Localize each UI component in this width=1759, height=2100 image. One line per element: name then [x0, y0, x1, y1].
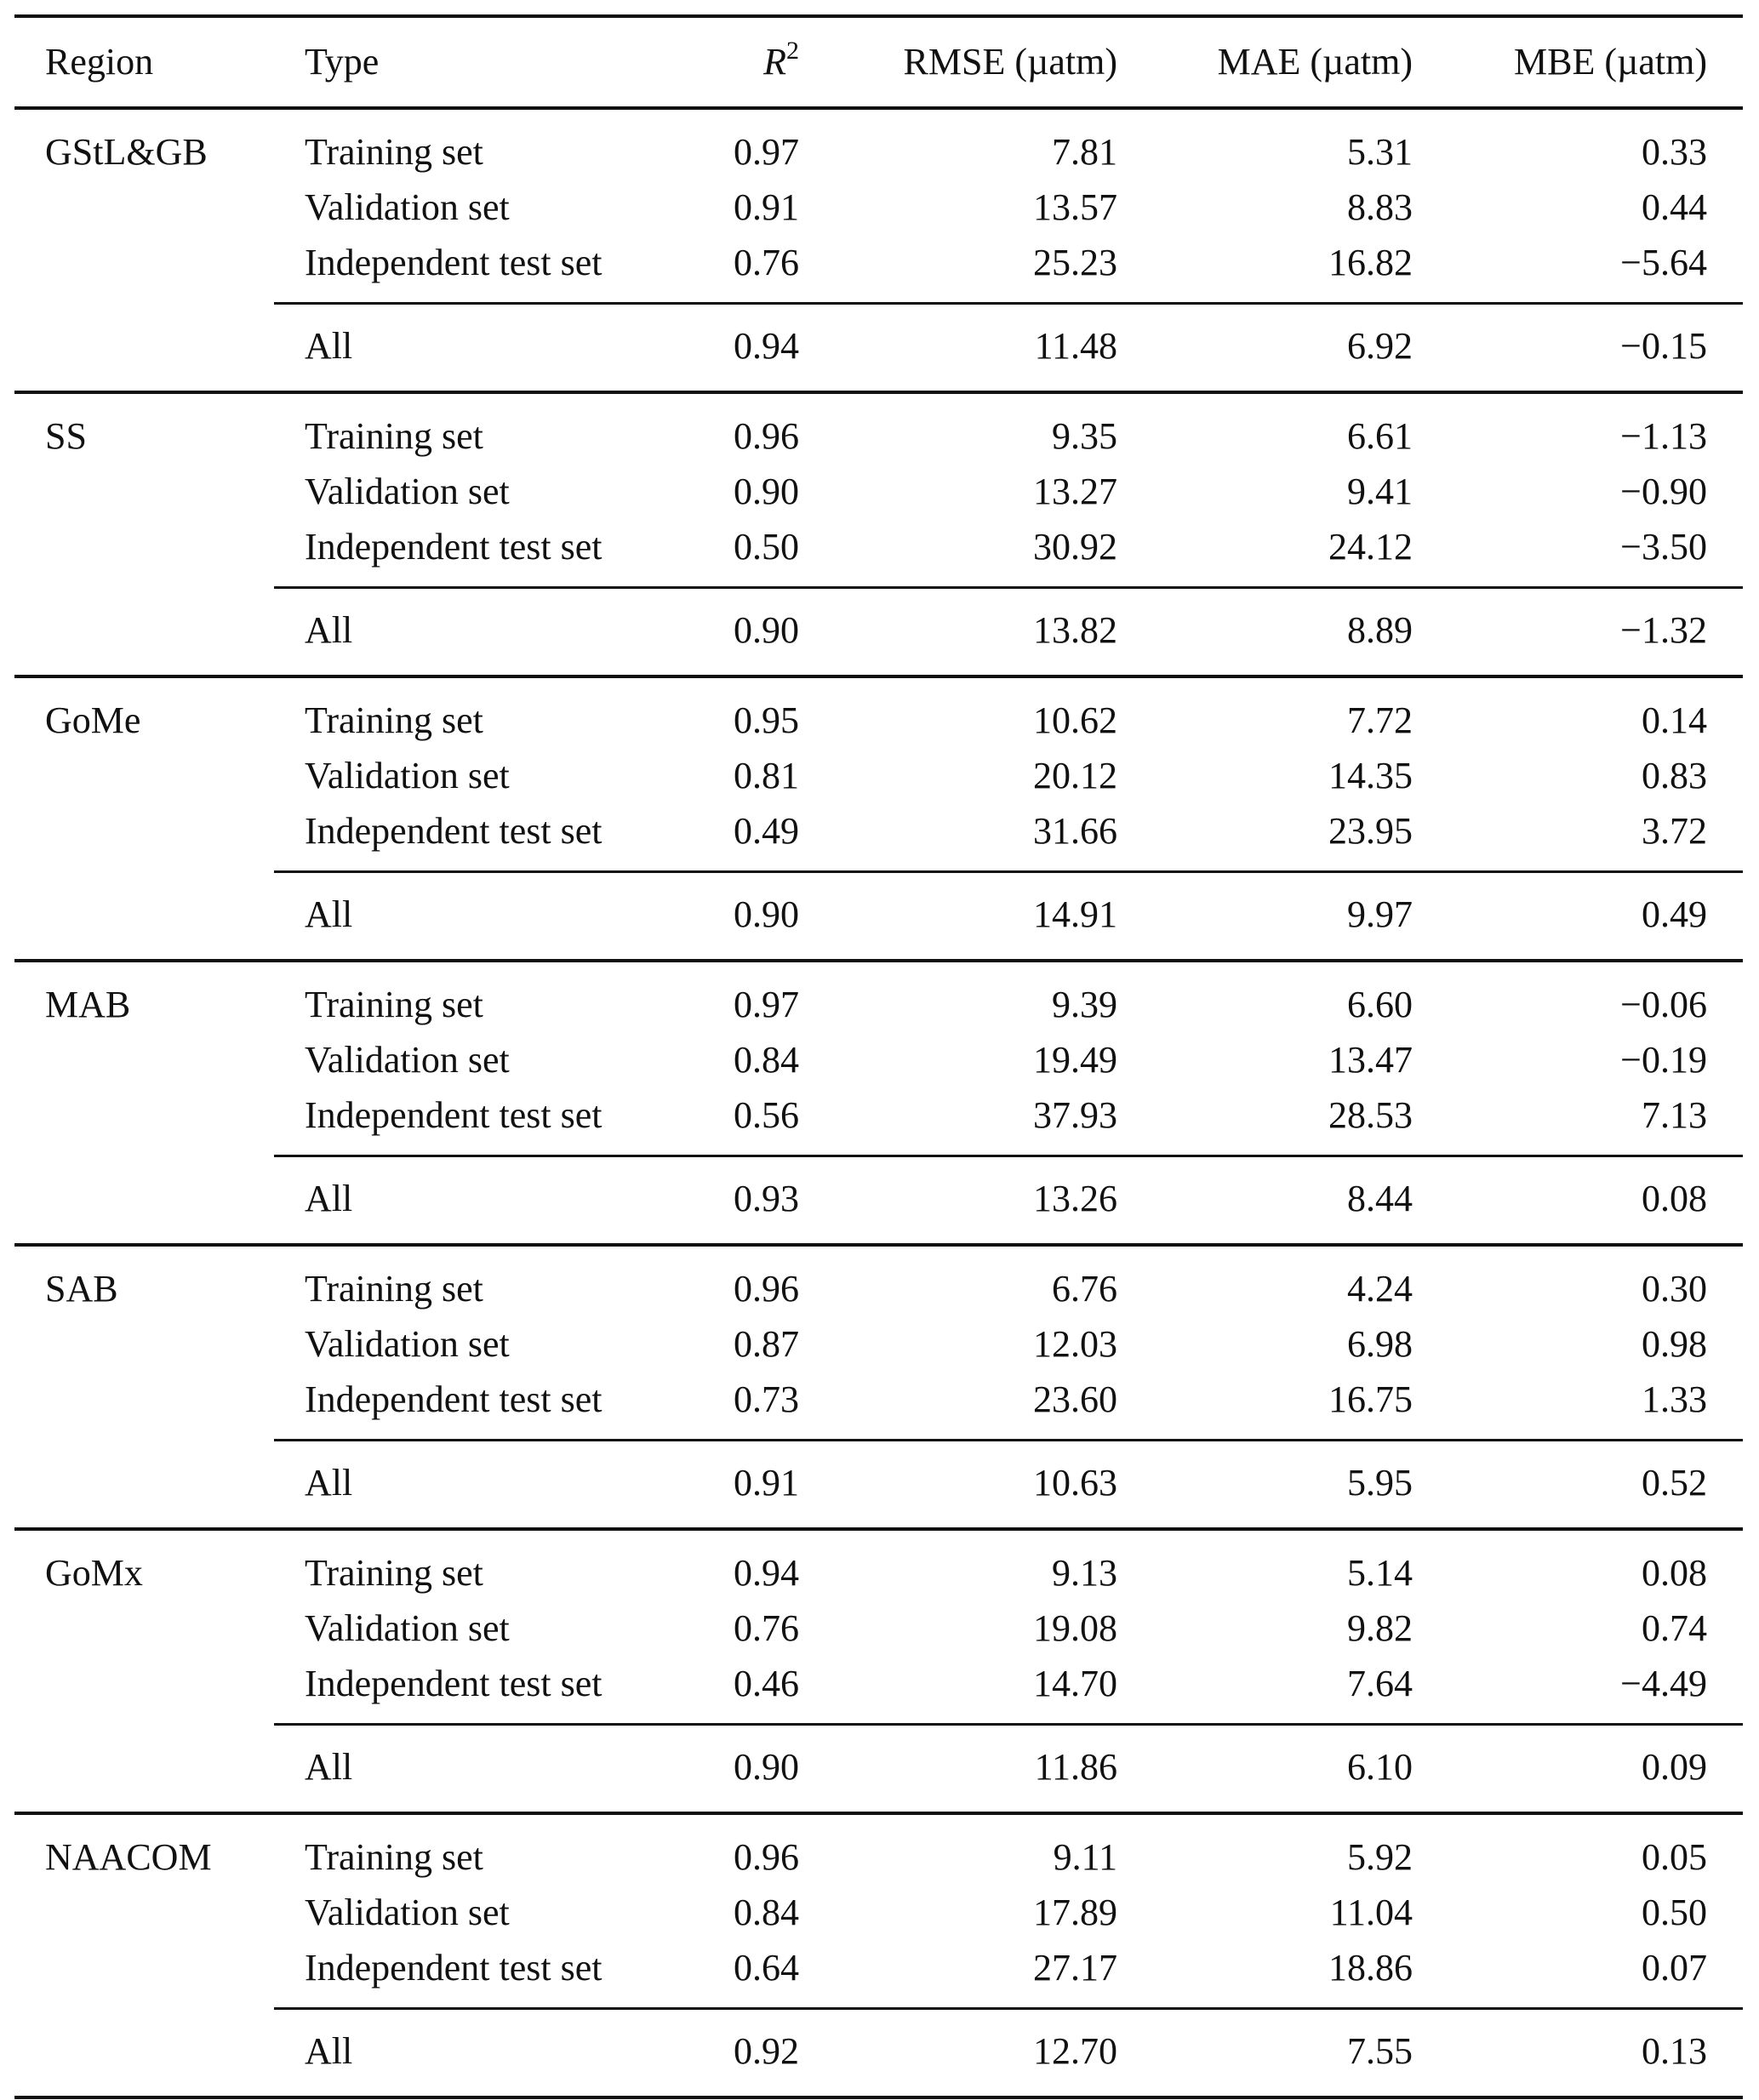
r2-cell: 0.87: [734, 1322, 799, 1365]
type-cell: Training set: [305, 130, 483, 173]
table-row: [14, 1372, 1743, 1427]
mae-cell: 6.60: [1347, 983, 1413, 1025]
mbe-cell: −0.06: [1620, 983, 1707, 1025]
mae-cell: 13.47: [1328, 1038, 1413, 1081]
r2-cell: 0.56: [734, 1093, 799, 1136]
header-r2-sup: 2: [786, 37, 799, 65]
type-cell: Independent test set: [305, 1946, 603, 1989]
mbe-cell: 0.50: [1642, 1891, 1707, 1933]
region-label: GoMe: [45, 699, 141, 741]
mbe-cell: 0.74: [1642, 1606, 1707, 1649]
r2-cell: 0.94: [734, 1551, 799, 1594]
mae-cell: 5.92: [1347, 1835, 1413, 1878]
mae-cell: 5.14: [1347, 1551, 1413, 1594]
table-body: [14, 110, 1743, 2099]
rmse-cell: 19.08: [1033, 1606, 1117, 1649]
region-group: [14, 678, 1743, 962]
mae-cell: 11.04: [1329, 1891, 1413, 1933]
rmse-cell: 14.91: [1033, 893, 1117, 935]
table-row: [14, 464, 1743, 519]
region-label: GStL&GB: [45, 130, 208, 173]
type-cell: Training set: [305, 1551, 483, 1594]
type-cell: All: [305, 1745, 353, 1788]
mbe-cell: −3.50: [1620, 525, 1707, 568]
mae-cell: 14.35: [1328, 754, 1413, 796]
mbe-cell: −1.13: [1620, 414, 1707, 457]
type-cell: Validation set: [305, 1606, 510, 1649]
region-set-rows: [14, 1261, 1743, 1439]
region-set-rows: [14, 124, 1743, 302]
table-row: [14, 519, 1743, 574]
type-cell: Validation set: [305, 185, 510, 228]
mbe-cell: 0.49: [1642, 893, 1707, 935]
mbe-cell: −0.19: [1620, 1038, 1707, 1081]
region-set-rows: [14, 408, 1743, 586]
rmse-cell: 13.82: [1033, 608, 1117, 651]
r2-cell: 0.76: [734, 241, 799, 283]
mbe-cell: 0.98: [1642, 1322, 1707, 1365]
region-set-rows: [14, 1545, 1743, 1723]
rmse-cell: 9.35: [1052, 414, 1117, 457]
type-cell: Training set: [305, 1267, 483, 1310]
table-row-all: [14, 2023, 1743, 2079]
region-label: NAACOM: [45, 1835, 212, 1878]
r2-cell: 0.81: [734, 754, 799, 796]
mbe-cell: 0.33: [1642, 130, 1707, 173]
mbe-cell: −4.49: [1620, 1662, 1707, 1704]
r2-cell: 0.90: [734, 608, 799, 651]
table-row: [14, 1829, 1743, 1885]
r2-cell: 0.97: [734, 130, 799, 173]
mbe-cell: 0.07: [1642, 1946, 1707, 1989]
type-cell: Independent test set: [305, 241, 603, 283]
header-r2-base: R: [763, 41, 786, 83]
table-row: [14, 1940, 1743, 1995]
mae-cell: 16.82: [1328, 241, 1413, 283]
type-cell: Training set: [305, 699, 483, 741]
rmse-cell: 14.70: [1033, 1662, 1117, 1704]
mae-cell: 6.92: [1347, 324, 1413, 367]
region-set-rows: [14, 693, 1743, 870]
type-cell: Validation set: [305, 754, 510, 796]
type-cell: Independent test set: [305, 1093, 603, 1136]
r2-cell: 0.96: [734, 1835, 799, 1878]
mae-cell: 8.44: [1347, 1177, 1413, 1219]
rmse-cell: 10.63: [1033, 1461, 1117, 1504]
r2-cell: 0.91: [734, 185, 799, 228]
r2-cell: 0.49: [734, 809, 799, 852]
rmse-cell: 13.26: [1033, 1177, 1117, 1219]
table-row: [14, 748, 1743, 803]
r2-cell: 0.64: [734, 1946, 799, 1989]
rmse-cell: 13.57: [1033, 185, 1117, 228]
header-mae: MAE (µatm): [1217, 41, 1413, 83]
rmse-cell: 31.66: [1033, 809, 1117, 852]
mae-cell: 5.31: [1347, 130, 1413, 173]
mae-cell: 18.86: [1328, 1946, 1413, 1989]
rmse-cell: 19.49: [1033, 1038, 1117, 1081]
mbe-cell: −1.32: [1620, 608, 1707, 651]
rmse-cell: 6.76: [1052, 1267, 1117, 1310]
mae-cell: 4.24: [1347, 1267, 1413, 1310]
r2-cell: 0.84: [734, 1891, 799, 1933]
mae-cell: 16.75: [1328, 1378, 1413, 1420]
type-cell: Validation set: [305, 1891, 510, 1933]
r2-cell: 0.91: [734, 1461, 799, 1504]
table-row-all: [14, 602, 1743, 658]
region-label: GoMx: [45, 1551, 143, 1594]
region-group: [14, 110, 1743, 394]
table-row: [14, 1316, 1743, 1372]
table-row: [14, 1601, 1743, 1656]
mbe-cell: −0.15: [1620, 324, 1707, 367]
mae-cell: 5.95: [1347, 1461, 1413, 1504]
table-row: [14, 1261, 1743, 1316]
rmse-cell: 17.89: [1033, 1891, 1117, 1933]
mae-cell: 24.12: [1328, 525, 1413, 568]
rmse-cell: 10.62: [1033, 699, 1117, 741]
rmse-cell: 9.39: [1052, 983, 1117, 1025]
table-row: [14, 803, 1743, 859]
group-rule: [14, 2096, 1743, 2099]
rmse-cell: 11.86: [1034, 1745, 1117, 1788]
mbe-cell: 0.09: [1642, 1745, 1707, 1788]
mbe-cell: −0.90: [1620, 470, 1707, 512]
rmse-cell: 9.11: [1053, 1835, 1117, 1878]
table-row-all: [14, 318, 1743, 374]
mbe-cell: 0.30: [1642, 1267, 1707, 1310]
r2-cell: 0.73: [734, 1378, 799, 1420]
results-table: [14, 14, 1743, 2099]
rmse-cell: 23.60: [1033, 1378, 1117, 1420]
region-group: [14, 962, 1743, 1247]
region-group: [14, 1531, 1743, 1815]
r2-cell: 0.94: [734, 324, 799, 367]
mbe-cell: 0.05: [1642, 1835, 1707, 1878]
mae-cell: 6.10: [1347, 1745, 1413, 1788]
region-label: SAB: [45, 1267, 118, 1310]
rmse-cell: 13.27: [1033, 470, 1117, 512]
mbe-cell: 0.14: [1642, 699, 1707, 741]
header-rmse: RMSE (µatm): [903, 41, 1117, 83]
mae-cell: 7.64: [1347, 1662, 1413, 1704]
type-cell: Training set: [305, 983, 483, 1025]
table-row: [14, 693, 1743, 748]
region-set-rows: [14, 977, 1743, 1155]
type-cell: All: [305, 1461, 353, 1504]
table-row-all: [14, 1455, 1743, 1510]
r2-cell: 0.96: [734, 1267, 799, 1310]
table-row-all: [14, 1171, 1743, 1226]
r2-cell: 0.46: [734, 1662, 799, 1704]
region-group: [14, 1815, 1743, 2099]
rmse-cell: 7.81: [1052, 130, 1117, 173]
mbe-cell: 7.13: [1642, 1093, 1707, 1136]
mbe-cell: 0.52: [1642, 1461, 1707, 1504]
header-type: Type: [305, 41, 380, 83]
rmse-cell: 12.70: [1033, 2029, 1117, 2072]
rmse-cell: 20.12: [1033, 754, 1117, 796]
header-region: Region: [45, 41, 154, 83]
r2-cell: 0.50: [734, 525, 799, 568]
mae-cell: 23.95: [1328, 809, 1413, 852]
mae-cell: 6.61: [1347, 414, 1413, 457]
mae-cell: 7.55: [1347, 2029, 1413, 2072]
region-all-row-wrap: [14, 589, 1743, 675]
table-row: [14, 1032, 1743, 1087]
type-cell: Validation set: [305, 1038, 510, 1081]
region-all-row-wrap: [14, 2010, 1743, 2096]
table-row: [14, 408, 1743, 464]
mbe-cell: 3.72: [1642, 809, 1707, 852]
region-label: SS: [45, 414, 87, 457]
r2-cell: 0.97: [734, 983, 799, 1025]
r2-cell: 0.92: [734, 2029, 799, 2072]
table-row: [14, 977, 1743, 1032]
mae-cell: 6.98: [1347, 1322, 1413, 1365]
region-all-row-wrap: [14, 305, 1743, 391]
region-all-row-wrap: [14, 1157, 1743, 1243]
r2-cell: 0.93: [734, 1177, 799, 1219]
rmse-cell: 37.93: [1033, 1093, 1117, 1136]
table-row: [14, 180, 1743, 235]
mae-cell: 28.53: [1328, 1093, 1413, 1136]
mae-cell: 7.72: [1347, 699, 1413, 741]
mae-cell: 9.97: [1347, 893, 1413, 935]
type-cell: Independent test set: [305, 809, 603, 852]
r2-cell: 0.95: [734, 699, 799, 741]
mae-cell: 9.41: [1347, 470, 1413, 512]
header-r2: [565, 37, 799, 83]
r2-cell: 0.90: [734, 1745, 799, 1788]
region-all-row-wrap: [14, 1441, 1743, 1527]
type-cell: All: [305, 324, 353, 367]
r2-cell: 0.76: [734, 1606, 799, 1649]
rmse-cell: 12.03: [1033, 1322, 1117, 1365]
mbe-cell: 0.08: [1642, 1551, 1707, 1594]
mbe-cell: 0.13: [1642, 2029, 1707, 2072]
rmse-cell: 25.23: [1033, 241, 1117, 283]
region-all-row-wrap: [14, 1726, 1743, 1812]
r2-cell: 0.84: [734, 1038, 799, 1081]
type-cell: Validation set: [305, 1322, 510, 1365]
mbe-cell: −5.64: [1620, 241, 1707, 283]
rmse-cell: 11.48: [1034, 324, 1117, 367]
table-row: [14, 1885, 1743, 1940]
mae-cell: 8.83: [1347, 185, 1413, 228]
type-cell: Training set: [305, 414, 483, 457]
region-all-row-wrap: [14, 873, 1743, 959]
type-cell: All: [305, 1177, 353, 1219]
type-cell: All: [305, 2029, 353, 2072]
r2-cell: 0.96: [734, 414, 799, 457]
table-row: [14, 1087, 1743, 1143]
type-cell: Independent test set: [305, 1662, 603, 1704]
table-row-all: [14, 1739, 1743, 1795]
type-cell: Independent test set: [305, 1378, 603, 1420]
header-mbe: MBE (µatm): [1514, 41, 1707, 83]
type-cell: All: [305, 608, 353, 651]
mbe-cell: 1.33: [1642, 1378, 1707, 1420]
table-row-all: [14, 887, 1743, 942]
rmse-cell: 27.17: [1033, 1946, 1117, 1989]
rmse-cell: 9.13: [1052, 1551, 1117, 1594]
table-row: [14, 1545, 1743, 1601]
region-label: MAB: [45, 983, 131, 1025]
r2-cell: 0.90: [734, 893, 799, 935]
table-row: [14, 124, 1743, 180]
region-group: [14, 394, 1743, 678]
type-cell: Validation set: [305, 470, 510, 512]
mae-cell: 8.89: [1347, 608, 1413, 651]
type-cell: All: [305, 893, 353, 935]
table-row: [14, 235, 1743, 290]
type-cell: Training set: [305, 1835, 483, 1878]
mae-cell: 9.82: [1347, 1606, 1413, 1649]
table-row: [14, 1656, 1743, 1711]
r2-cell: 0.90: [734, 470, 799, 512]
region-group: [14, 1247, 1743, 1531]
table-header-row: [14, 18, 1743, 106]
mbe-cell: 0.83: [1642, 754, 1707, 796]
type-cell: Independent test set: [305, 525, 603, 568]
rmse-cell: 30.92: [1033, 525, 1117, 568]
region-set-rows: [14, 1829, 1743, 2007]
mbe-cell: 0.08: [1642, 1177, 1707, 1219]
mbe-cell: 0.44: [1642, 185, 1707, 228]
